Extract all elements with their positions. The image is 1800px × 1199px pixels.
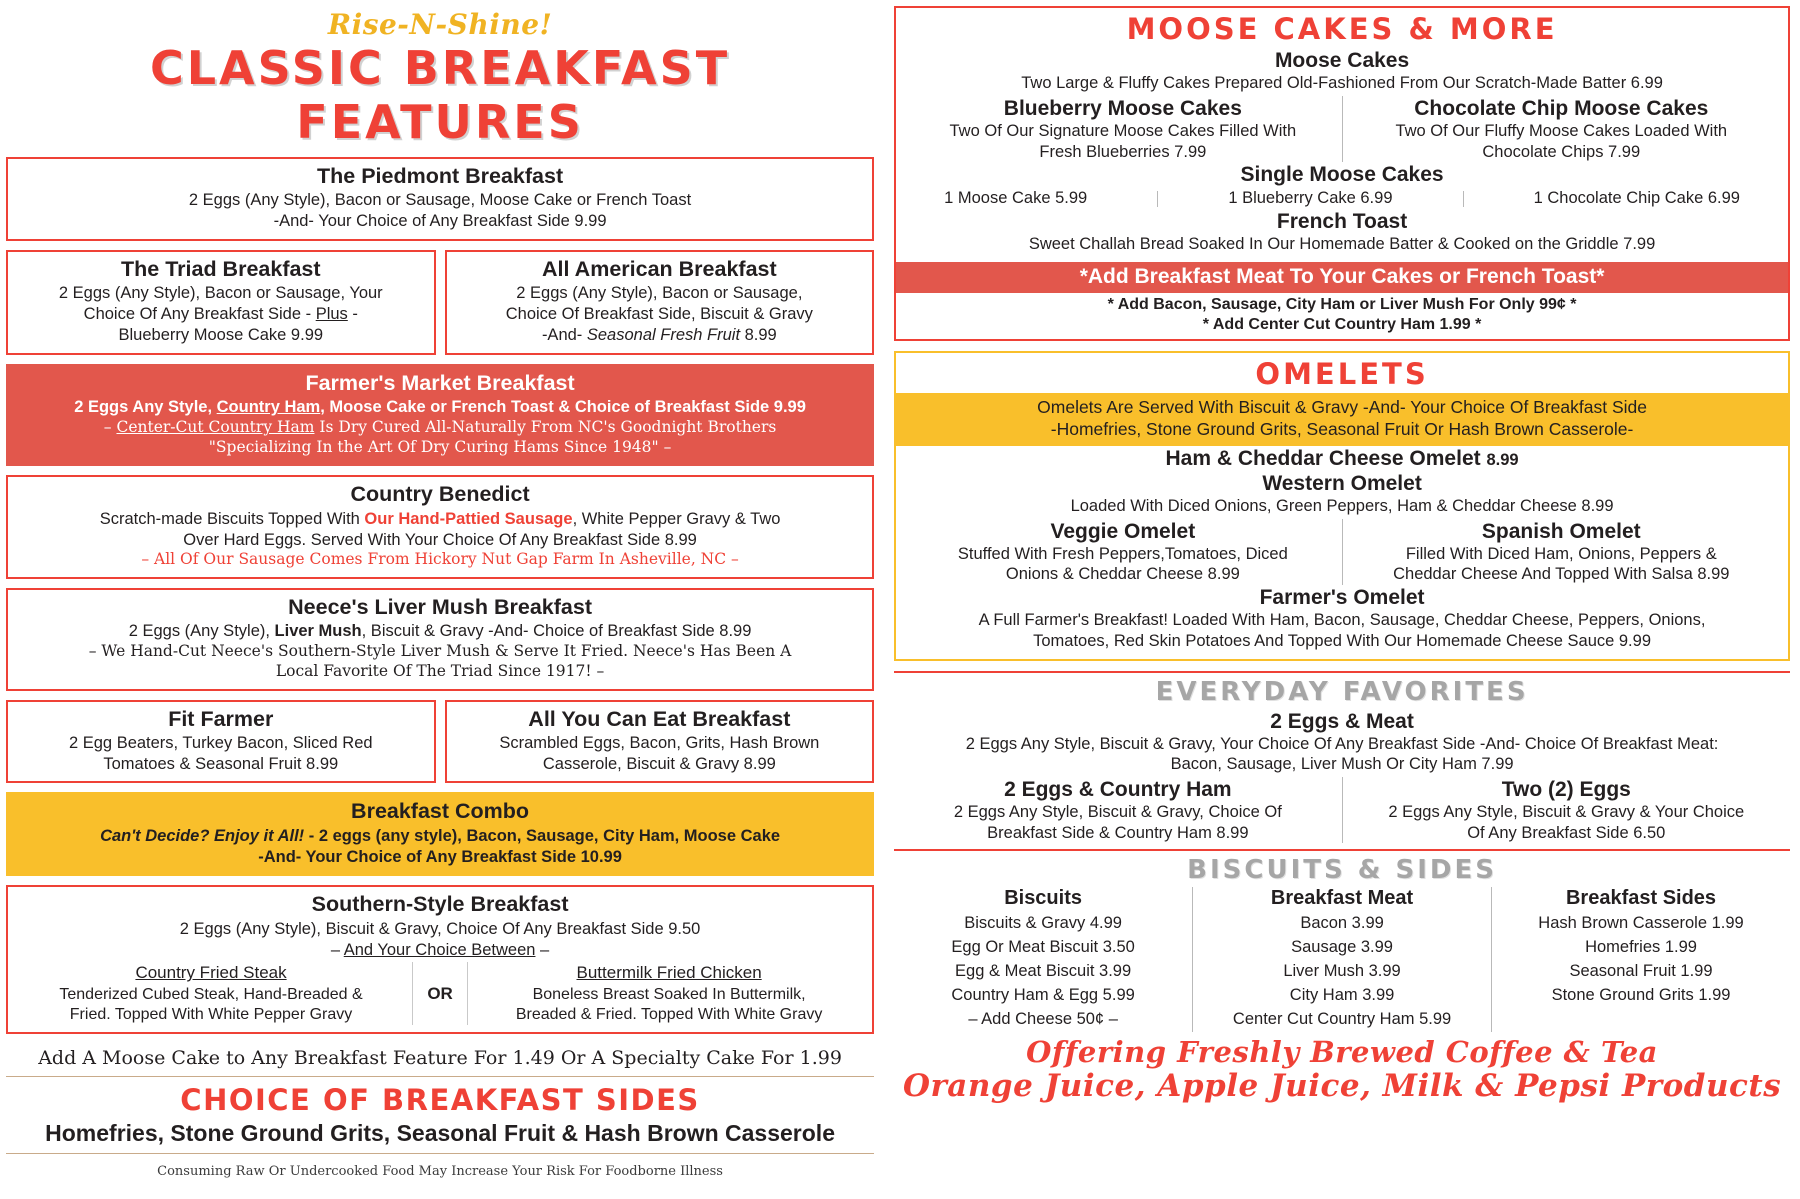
breakfast-sides-title: CHOICE OF BREAKFAST SIDES [180,1083,700,1117]
item-desc-line3: Blueberry Moose Cake 9.99 [118,325,324,344]
item-desc-line1: 2 Eggs Any Style, Biscuit & Gravy, Choice Of [953,803,1282,822]
text-underlined: Plus [315,305,348,324]
menu-item-veggie-omelet [904,519,1341,585]
section-body [896,48,1788,262]
menu-item-farmers-market-breakfast [6,364,874,467]
list-item: Center Cut Country Ham 5.99 [1232,1010,1452,1029]
text-part: – [103,417,117,436]
item-title: Spanish Omelet [1481,519,1641,543]
divider [1157,191,1158,207]
banner-line2: -Homefries, Stone Ground Grits, Seasonal Fruit Or Hash Brown Casserole- [1050,418,1634,439]
column-title: Breakfast Sides [1565,887,1717,910]
item-title: Veggie Omelet [1050,519,1196,543]
item-desc-line2: Of Any Breakfast Side 6.50 [1467,823,1666,842]
item-title-2-eggs-and-meat: 2 Eggs & Meat [1270,709,1414,733]
choice-title: Buttermilk Fried Chicken [576,963,762,983]
item-desc-line1: 2 Eggs Any Style, Biscuit & Gravy & Your Choice [1388,803,1745,822]
column-title: Breakfast Meat [1270,887,1414,910]
menu-item-all-you-can-eat-breakfast [445,700,875,784]
list-item: Stone Ground Grits 1.99 [1551,986,1731,1005]
text-part: – [330,940,344,959]
section-body-everyday [894,709,1790,844]
list-item: Seasonal Fruit 1.99 [1569,962,1713,981]
divider-bottom [6,1153,874,1154]
choice-line1: Boneless Breast Soaked In Buttermilk, [532,985,806,1003]
item-desc-line1: 2 Eggs (Any Style), Bacon or Sausage, [516,284,803,303]
list-item: Liver Mush 3.99 [1283,962,1401,981]
item-desc-line1: 2 Egg Beaters, Turkey Bacon, Sliced Red [68,733,373,752]
detail-line2: * Add Center Cut Country Ham 1.99 * [1202,315,1482,333]
list-item: Homefries 1.99 [1585,938,1697,957]
item-desc-line1: Filled With Diced Ham, Onions, Peppers & [1405,544,1717,563]
divider-everyday-top [894,671,1790,673]
list-item: Egg Or Meat Biscuit 3.50 [951,938,1135,957]
list-item: Bacon 3.99 [1300,914,1384,933]
menu-item-piedmont-breakfast [6,157,874,241]
menu-item-triad-breakfast [6,250,436,355]
item-desc-western-omelet: Loaded With Diced Onions, Green Peppers, Ham & Cheddar Cheese 8.99 [1070,497,1614,515]
row-veggie-spanish [904,519,1780,585]
text-part: 2 Eggs Any Style, [74,397,217,416]
left-column [6,6,888,1195]
section-title: MOOSE CAKES & MORE [1126,12,1558,46]
text-italic: Seasonal Fresh Fruit [586,325,741,344]
text-part: – [535,940,550,959]
single-moose-cake-price: 1 Moose Cake 5.99 [944,189,1088,208]
row-country-ham-two-eggs [894,777,1790,843]
list-item-note: – Add Cheese 50¢ – [968,1010,1118,1029]
item-note-line2: Local Favorite Of The Triad Since 1917! – [275,661,605,680]
item-desc-line1: Stuffed With Fresh Peppers,Tomatoes, Diced [957,544,1288,563]
text-part: -And- [541,325,587,344]
choice-line2: Breaded & Fried. Topped With White Gravy [515,1005,823,1023]
item-desc-moose-cakes: Two Large & Fluffy Cakes Prepared Old-Fashioned From Our Scratch-Made Batter 6.99 [1021,74,1663,93]
beverages-note [894,1036,1790,1105]
item-title: Fit Farmer [168,706,274,731]
item-desc-farmers-omelet-line1: A Full Farmer's Breakfast! Loaded With Ham, Bacon, Sausage, Cheddar Cheese, Peppers, Onions, [978,611,1706,630]
item-title: Chocolate Chip Moose Cakes [1414,96,1709,120]
text-part: , White Pepper Gravy & Two [572,509,781,528]
item-note-line2: "Specializing In the Art Of Dry Curing Hams Since 1948" – [208,437,672,456]
list-item: Hash Brown Casserole 1.99 [1538,914,1744,933]
add-moose-cake-note: Add A Moose Cake to Any Breakfast Feature For 1.49 Or A Specialty Cake For 1.99 [38,1047,842,1069]
section-omelets [894,351,1790,661]
item-desc-line1: 2 Eggs (Any Style), Biscuit & Gravy, Choice Of Any Breakfast Side 9.50 [179,919,701,938]
single-chocolate-chip-cake-price: 1 Chocolate Chip Cake 6.99 [1533,189,1740,208]
section-title-everyday-favorites: EVERYDAY FAVORITES [1155,676,1529,707]
right-column [888,6,1790,1195]
item-desc-line1: Scrambled Eggs, Bacon, Grits, Hash Brown [499,733,820,752]
item-desc-line1: 2 Eggs (Any Style), Bacon or Sausage, Moose Cake or French Toast [188,191,692,210]
item-desc-line1 [16,509,864,530]
item-desc-line1 [16,621,864,642]
menu-item-fit-farmer [6,700,436,784]
menu-item-2-eggs-country-ham [894,777,1341,843]
divider [6,1076,874,1077]
list-item: City Ham 3.99 [1289,986,1395,1005]
biscuits-sides-columns [894,887,1790,1032]
text-part: , Biscuit & Gravy -And- Choice of Breakfast Side 8.99 [361,622,752,641]
item-desc-line1: Two Of Our Fluffy Moose Cakes Loaded With [1395,122,1728,140]
section-moose-cakes-and-more [894,6,1790,341]
item-title-western-omelet: Western Omelet [1262,471,1422,495]
item-title-moose-cakes: Moose Cakes [1274,49,1410,72]
text-underlined: And Your Choice Between [343,940,536,959]
item-title-farmers-omelet: Farmer's Omelet [1259,586,1425,610]
item-title: Farmer's Market Breakfast [305,370,575,395]
food-safety-disclaimer: Consuming Raw Or Undercooked Food May Increase Your Risk For Foodborne Illness [157,1164,723,1179]
list-item: Sausage 3.99 [1291,938,1393,957]
item-title: Neece's Liver Mush Breakfast [288,594,592,619]
item-desc-french-toast: Sweet Challah Bread Soaked In Our Homemade Batter & Cooked on the Griddle 7.99 [1028,235,1656,254]
item-desc-line1: Two Of Our Signature Moose Cakes Filled With [949,122,1297,140]
choice-line2: Fried. Topped With White Pepper Gravy [69,1005,353,1023]
menu-item-ham-cheddar-omelet [904,446,1780,471]
item-desc-line2: Choice Of Breakfast Side, Biscuit & Gravy [505,305,813,324]
item-desc-line1: 2 Eggs (Any Style), Bacon or Sausage, Your [58,284,383,303]
item-title: All American Breakfast [542,256,777,281]
menu-item-blueberry-moose-cakes [904,96,1341,162]
item-desc-2-eggs-and-meat-line1: 2 Eggs Any Style, Biscuit & Gravy, Your Choice Of Any Breakfast Side -And- Choice Of Breakfast Meat: [965,734,1719,753]
item-desc-line2: Fresh Blueberries 7.99 [1039,142,1207,161]
item-desc-line2: Breakfast Side & Country Ham 8.99 [987,823,1249,842]
item-title: The Piedmont Breakfast [317,164,564,188]
text-part: Is Dry Cured All-Naturally From NC's Goodnight Brothers [314,417,777,436]
text-underlined: Country Ham [216,397,321,416]
text-part: - 2 eggs (any style), Bacon, Sausage, City Ham, Moose Cake [304,826,781,845]
text-part: - [347,305,358,324]
choice-country-fried-steak [16,962,406,1025]
item-desc-line2: Over Hard Eggs. Served With Your Choice Of Any Breakfast Side 8.99 [183,530,697,549]
text-part: Choice Of Any Breakfast Side - [83,305,316,324]
item-title: Ham & Cheddar Cheese Omelet [1165,446,1481,470]
item-desc-line2: Casserole, Biscuit & Gravy 8.99 [542,754,776,773]
omelets-served-with-banner [896,393,1788,446]
text-italic: Can't Decide? Enjoy it All! [100,826,305,845]
item-note: – All Of Our Sausage Comes From Hickory Nut Gap Farm In Asheville, NC – [141,550,739,569]
breakfast-sides-list: Homefries, Stone Ground Grits, Seasonal Fruit & Hash Brown Casserole [45,1120,835,1146]
menu-row-triad-allamerican [6,250,874,355]
script-title: Rise-N-Shine! [327,8,553,41]
banner-line1: Omelets Are Served With Biscuit & Gravy -And- Your Choice Of Breakfast Side [1037,396,1647,417]
item-desc-line2: -And- Your Choice of Any Breakfast Side 10.99 [258,847,622,866]
item-title: All You Can Eat Breakfast [528,706,791,731]
item-desc-line2: Chocolate Chips 7.99 [1482,142,1641,161]
column-title: Biscuits [1004,887,1082,910]
item-note-line1 [16,418,864,438]
section-title-biscuits-and-sides: BISCUITS & SIDES [1187,855,1497,886]
detail-line1: * Add Bacon, Sausage, City Ham or Liver Mush For Only 99¢ * [1107,295,1577,313]
item-desc-line2 [16,940,864,961]
menu-item-spanish-omelet [1342,519,1780,585]
menu-item-southern-style-breakfast [6,885,874,1034]
item-title: Two (2) Eggs [1501,777,1631,801]
item-title-single-moose-cakes: Single Moose Cakes [1240,163,1444,187]
add-breakfast-meat-banner: *Add Breakfast Meat To Your Cakes or French Toast* [896,262,1788,293]
section-body [896,446,1788,659]
row-single-cake-prices [904,188,1780,209]
single-blueberry-cake-price: 1 Blueberry Cake 6.99 [1228,189,1393,208]
item-title: Breakfast Combo [351,799,530,824]
column-breakfast-meat [1192,887,1491,1032]
item-desc-line2: -And- Your Choice of Any Breakfast Side 9.99 [273,212,607,231]
menu-item-all-american-breakfast [445,250,875,355]
text-part: 8.99 [740,325,777,344]
text-bold: Liver Mush [274,622,362,641]
add-breakfast-meat-details [896,293,1788,339]
or-separator: OR [412,962,468,1025]
divider [1463,191,1464,207]
item-title: 2 Eggs & Country Ham [1004,777,1232,801]
item-desc-line1 [16,826,864,847]
text-part: Scratch-made Biscuits Topped With [99,509,365,528]
item-title: Country Benedict [350,482,530,507]
item-note-line1: – We Hand-Cut Neece's Southern-Style Liver Mush & Serve It Fried. Neece's Has Been A [88,641,792,660]
column-breakfast-sides [1491,887,1790,1032]
list-item: Egg & Meat Biscuit 3.99 [955,962,1132,981]
item-title: The Triad Breakfast [121,256,321,281]
beverages-line1: Offering Freshly Brewed Coffee & Tea [1026,1034,1658,1069]
item-desc-line1 [16,397,864,418]
choice-buttermilk-fried-chicken [474,962,864,1025]
text-highlight: Our Hand-Pattied Sausage [364,509,573,528]
menu-item-liver-mush-breakfast [6,588,874,691]
text-part: 2 Eggs (Any Style), [128,622,275,641]
item-desc-line2: Onions & Cheddar Cheese 8.99 [1005,565,1240,584]
choice-line1: Tenderized Cubed Steak, Hand-Breaded & [59,985,363,1003]
menu-item-chocolate-chip-moose-cakes [1342,96,1780,162]
column-biscuits [894,887,1192,1032]
section-title: OMELETS [1255,356,1429,391]
item-desc-farmers-omelet-line2: Tomatoes, Red Skin Potatoes And Topped With Our Homemade Cheese Sauce 9.99 [1033,631,1651,650]
item-title-french-toast: French Toast [1276,210,1408,234]
menu-item-two-eggs [1342,777,1790,843]
page-title: CLASSIC BREAKFAST FEATURES [149,41,731,149]
text-underlined: Center-Cut Country Ham [116,417,315,436]
row-blueberry-chocolate [904,96,1780,162]
item-desc-line2: Tomatoes & Seasonal Fruit 8.99 [103,754,339,773]
menu-row-fitfarmer-ayce [6,700,874,784]
text-part: , Moose Cake or French Toast & Choice of Breakfast Side 9.99 [320,397,806,416]
item-title: Blueberry Moose Cakes [1003,96,1242,120]
southern-choice-group [16,962,864,1025]
choice-title: Country Fried Steak [135,963,287,983]
item-desc-line3 [455,325,865,346]
menu-item-breakfast-combo [6,792,874,876]
menu-item-country-benedict [6,475,874,578]
list-item: Country Ham & Egg 5.99 [951,986,1135,1005]
divider-biscuits-top [894,849,1790,851]
item-price: 8.99 [1486,450,1519,469]
item-desc-line2: Cheddar Cheese And Topped With Salsa 8.99 [1393,565,1730,584]
item-desc-line2 [16,304,426,325]
beverages-line2: Orange Juice, Apple Juice, Milk & Pepsi Products [902,1068,1782,1105]
list-item: Biscuits & Gravy 4.99 [964,914,1122,933]
item-desc-2-eggs-and-meat-line2: Bacon, Sausage, Liver Mush Or City Ham 7.99 [1170,755,1514,774]
item-title: Southern-Style Breakfast [311,892,569,917]
